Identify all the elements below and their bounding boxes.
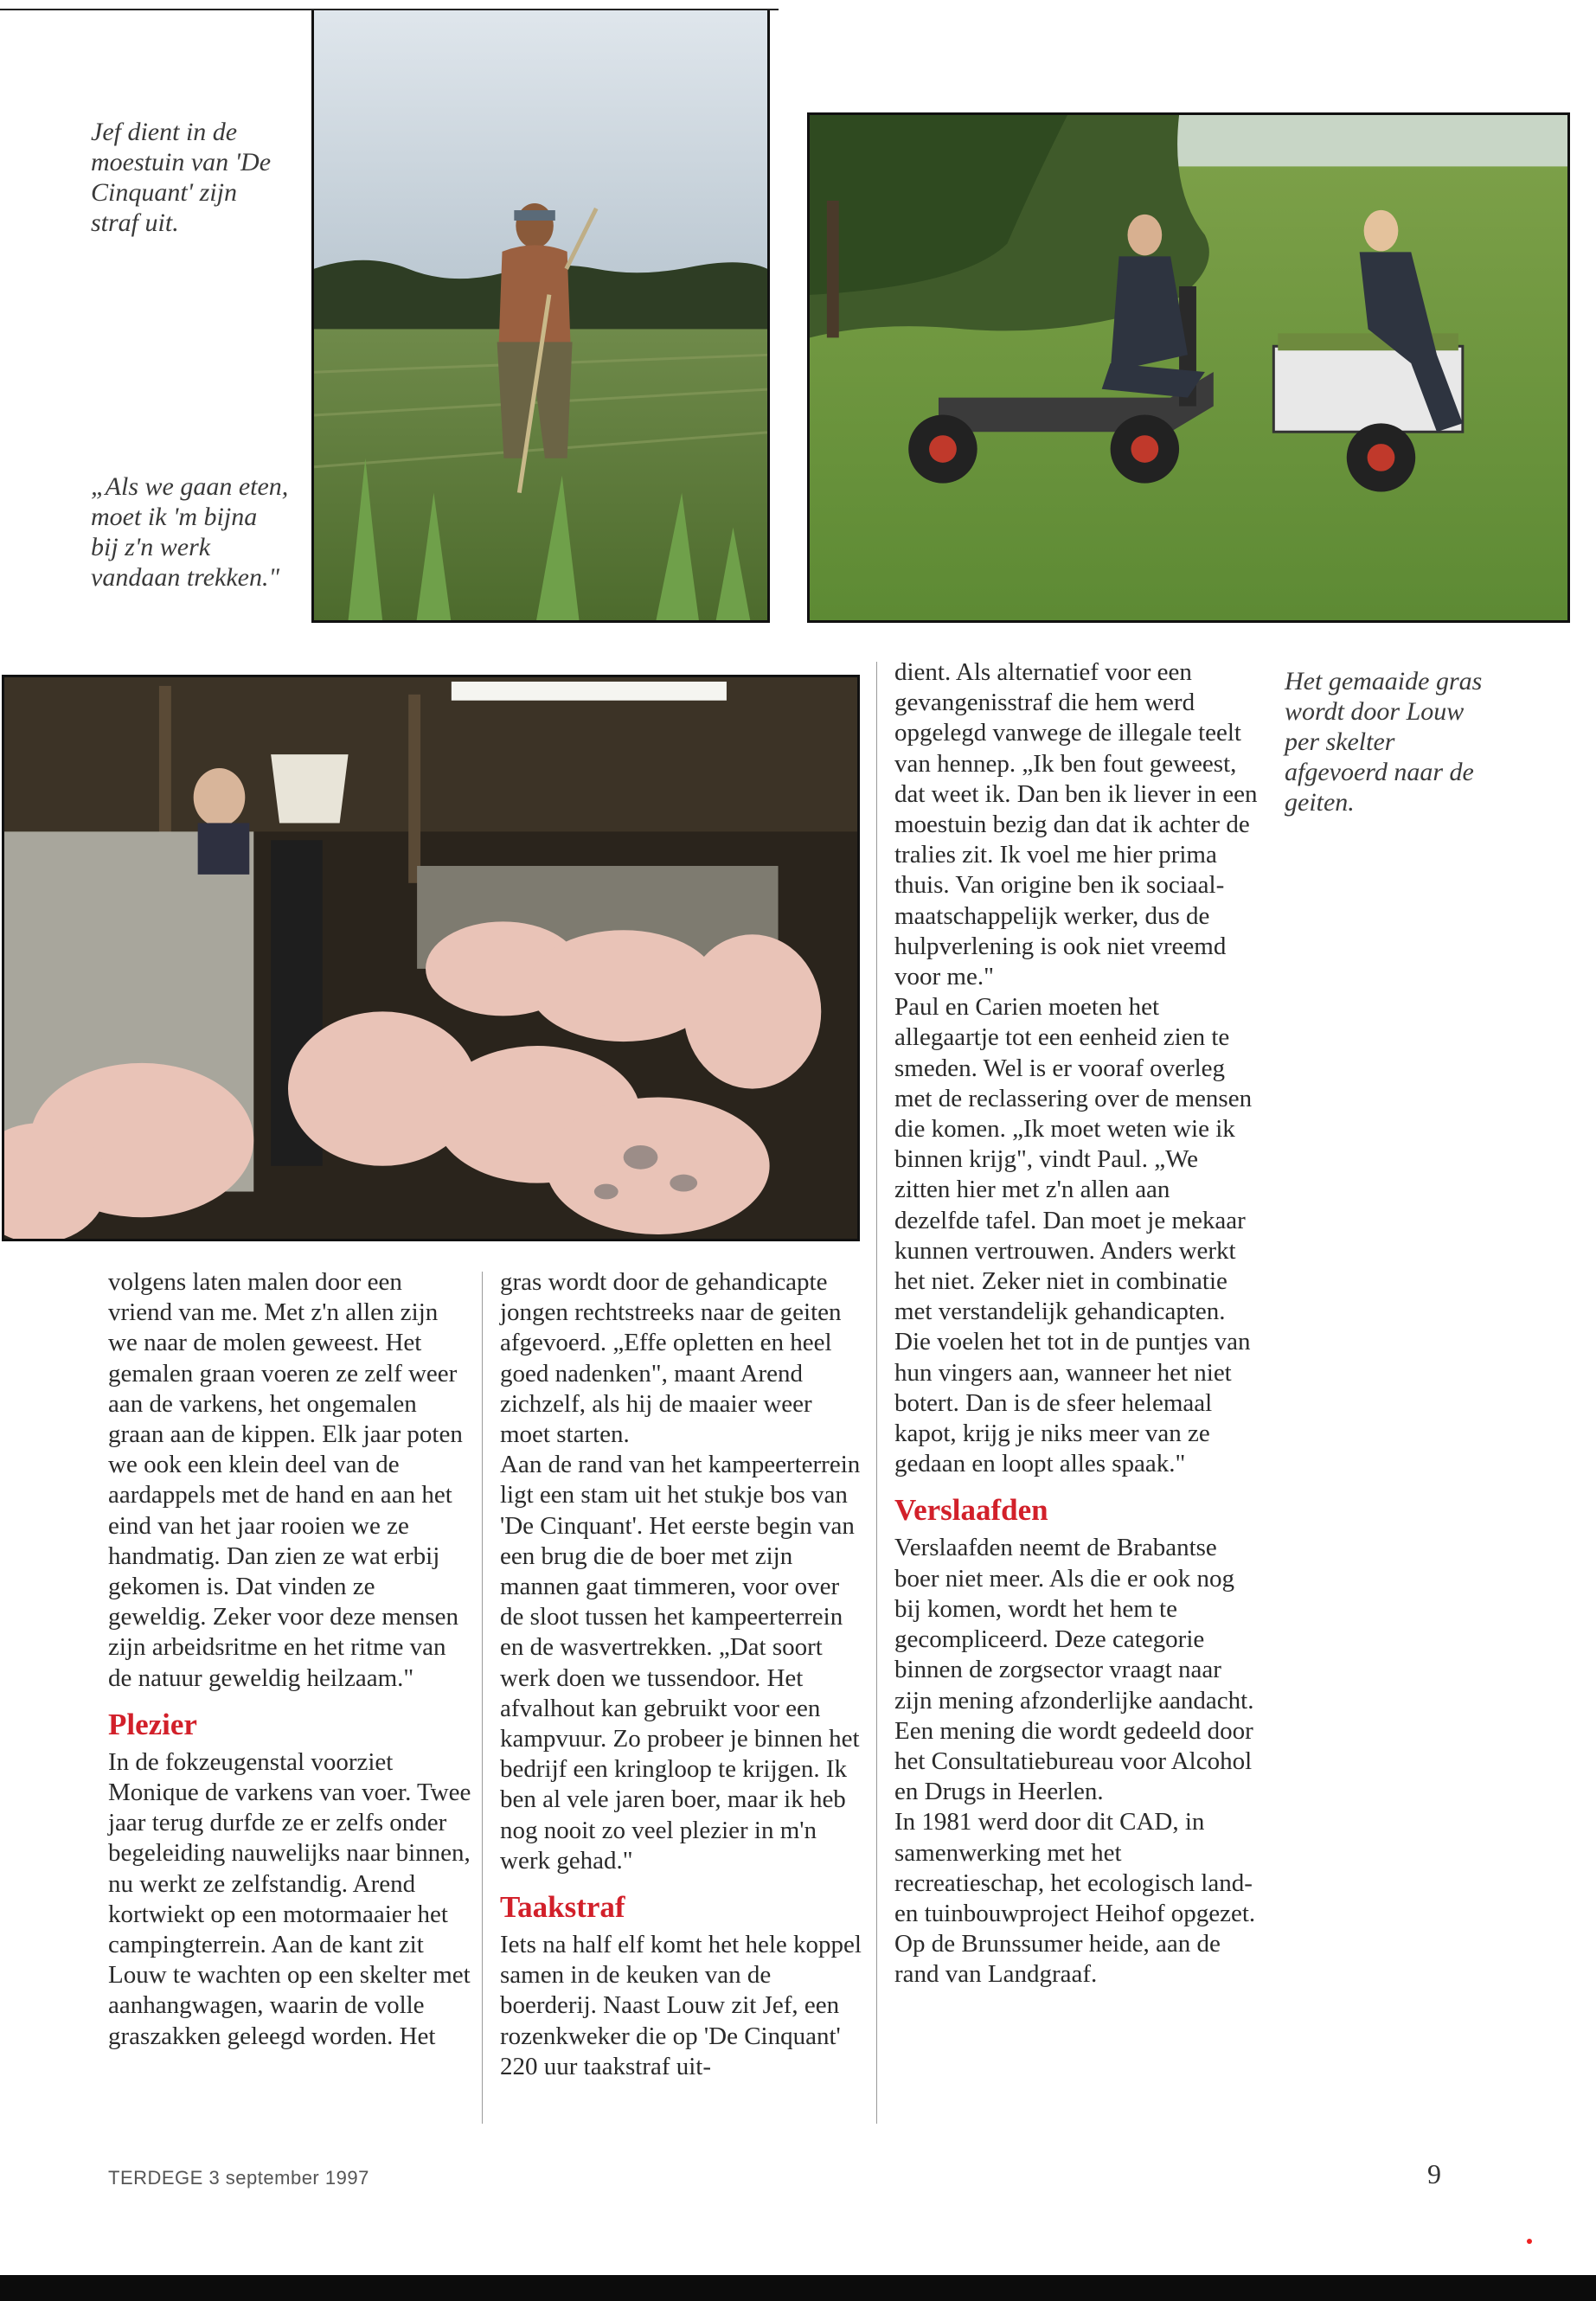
- footer-publication: TERDEGE 3 september 1997: [108, 2167, 369, 2189]
- paragraph: gras wordt door de gehandicapte jongen rechtstreeks naar de geiten afgevoerd. „Effe opletten en heel goed nadenken", maant Arend zichzelf, als hij de maaier weer moet starten.: [500, 1268, 842, 1449]
- red-dot-mark: [1527, 2239, 1532, 2244]
- paragraph: Aan de rand van het kampeerterrein ligt een stam uit het stukje bos van 'De Cinquant'. Het eerste begin van een brug die de boer met zijn mannen gaat timmeren, voor over de sloot tussen het kampeerterrein en de wasvertrekken. „Dat soort werk doen we tussendoor. Het afvalhout kan gebruikt voor een kampvuur. Zo probeer je binnen het bedrijf een kringloop te krijgen. Ik ben al vele jaren boer, maar ik heb nog nooit zo veel plezier in m'n werk gehad.": [500, 1451, 861, 1875]
- column-rule: [876, 662, 877, 2124]
- text-column-3: [894, 657, 1258, 1990]
- photo-pig-stable: [2, 675, 860, 1241]
- section-heading-verslaafden: Verslaafden: [894, 1493, 1048, 1528]
- caption-gardener: Jef dient in de moestuin van 'De Cinquant' zijn straf uit.: [91, 118, 272, 237]
- paragraph: In 1981 werd door dit CAD, in samenwerking met het recreatieschap, het ecologisch land- en tuinbouwproject Heihof opgezet. Op de Brunssumer heide, aan de rand van Landgraaf.: [894, 1808, 1256, 1989]
- section-heading-plezier: Plezier: [108, 1707, 197, 1741]
- paragraph: Iets na half elf komt het hele koppel samen in de keuken van de boerderij. Naast Louw zit Jef, een rozenkweker die op 'De Cinquant' 220 uur taakstraf uit-: [500, 1931, 862, 2080]
- caption-quote: „Als we gaan eten, moet ik 'm bijna bij z'n werk vandaan trekken.": [91, 472, 289, 592]
- text-column-1: [108, 1267, 471, 2052]
- section-heading-taakstraf: Taakstraf: [500, 1890, 625, 1925]
- paragraph: dient. Als alternatief voor een gevangenisstraf die hem werd opgelegd vanwege de illegale teelt van hennep. „Ik ben fout geweest, dat weet ik. Dan ben ik liever in een moestuin bezig dan dat ik achter de tralies zit. Ik voel me hier prima thuis. Van origine ben ik sociaal-maatschappelijk werker, dus de hulpverlening is ook niet vreemd voor me.": [894, 658, 1258, 991]
- bottom-bar: [0, 2275, 1596, 2301]
- paragraph: Paul en Carien moeten het allegaartje tot een eenheid zien te smeden. Wel is er vooraf overleg met de reclassering over de mensen die komen. „Ik moet weten wie ik binnen krijg", vindt Paul. „We zitten hier met z'n allen aan dezelfde tafel. Dan moet je mekaar kunnen vertrouwen. Anders werkt het niet. Zeker niet in combinatie met verstandelijk gehandicapten. Die voelen het tot in de puntjes van hun vingers aan, wanneer het niet botert. Dan is de sfeer helemaal kapot, krijg je niks meer van ze gedaan en loopt alles spaak.": [894, 993, 1253, 1478]
- paragraph: In de fokzeugenstal voorziet Monique de varkens van voer. Twee jaar terug durfde ze er zelfs onder begeleiding nauwelijks naar binnen, nu werkt ze zelfstandig. Arend kortwiekt op een motormaaier het campingterrein. Aan de kant zit Louw te wachten op een skelter met aanhangwagen, waarin de volle graszakken geleegd worden. Het: [108, 1747, 471, 2050]
- caption-grass: Het gemaaide gras wordt door Louw per skelter afgevoerd naar de geiten.: [1285, 667, 1483, 817]
- column-rule: [482, 1272, 483, 2124]
- photo-gardener: [311, 10, 770, 623]
- paragraph: volgens laten malen door een vriend van me. Met z'n allen zijn we naar de molen geweest. Het gemalen graan voeren ze zelf weer aan de varkens, het ongemalen graan aan de kippen. Elk jaar poten we ook een klein deel van de aardappels met de hand en aan het eind van het jaar rooien we ze handmatig. Dan zien ze wat erbij gekomen is. Dat vinden ze geweldig. Zeker voor deze mensen zijn arbeidsritme en het ritme van de natuur geweldig heilzaam.": [108, 1268, 463, 1692]
- photo-go-kart: [807, 112, 1570, 623]
- paragraph: Verslaafden neemt de Brabantse boer niet meer. Als die er ook nog bij komen, wordt het hem te gecompliceerd. Deze categorie binnen de zorgsector vraagt naar zijn mening afzonderlijke aandacht. Een mening die wordt gedeeld door het Consultatiebureau voor Alcohol en Drugs in Heerlen.: [894, 1534, 1254, 1806]
- page-number: 9: [1427, 2158, 1441, 2189]
- text-column-2: [500, 1267, 863, 2082]
